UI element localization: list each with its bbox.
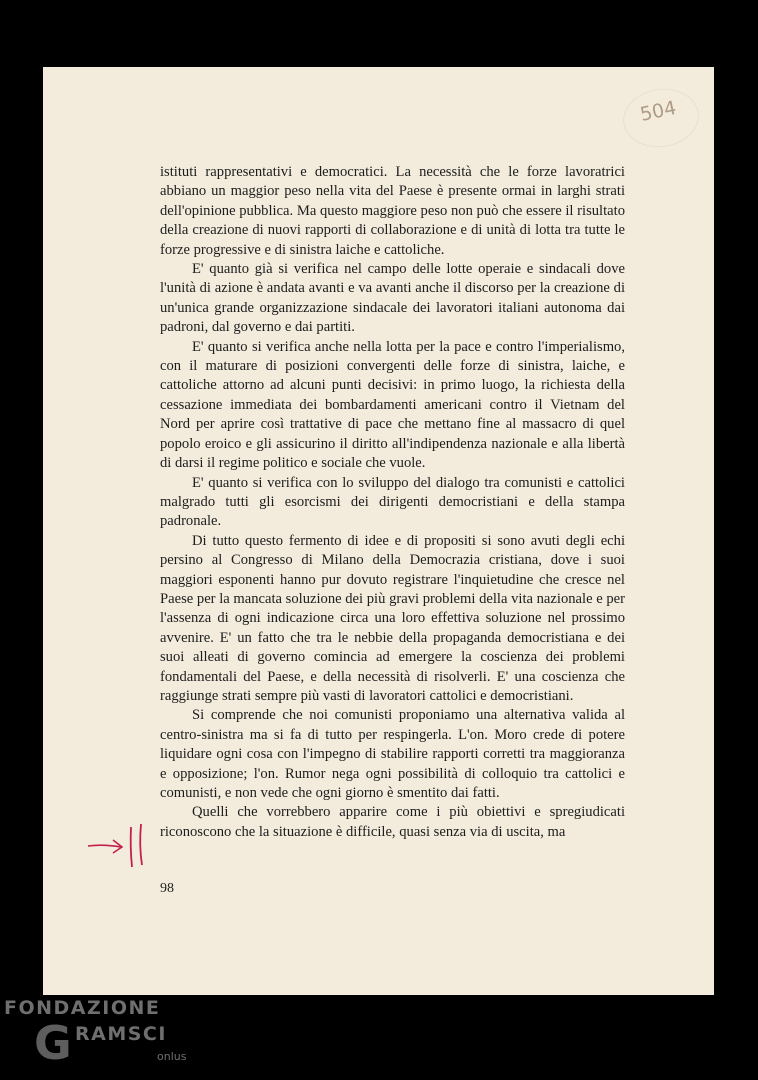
margin-arrow-mark [83,812,153,872]
logo-line-2: RAMSCI [75,1023,167,1045]
page-number: 98 [160,881,174,896]
archive-number: 504 [638,96,679,126]
paragraph-7: Quelli che vorrebbero apparire come i più obiettivi e spregiudicati riconoscono che la situazione è difficile, quasi senza via di uscita, ma [160,804,625,840]
document-page [43,67,714,995]
paragraph-4: E' quanto si verifica con lo sviluppo del dialogo tra comunisti e cattolici malgrado tutti gli esorcismi dei dirigenti democristiani e della stampa padronale. [160,474,625,530]
paragraph-5: Di tutto questo fermento di idee e di propositi si sono avuti degli echi persino al Congresso di Milano della Democrazia cristiana, dove i suoi maggiori esponenti hanno pur dovuto registrare l'inquietudine che cresce nel Paese per la mancata soluzione dei più gravi problemi della vita nazionale e per l'assenza di ogni indicazione circa una loro effettiva soluzione nel prossimo avvenire. E' un fatto che tra le nebbie della propaganda democristiana e dei suoi alleati di governo comincia ad emergere la coscienza dei problemi fondamentali del Paese, e della necessità di risolverli. E' una coscienza che raggiunge strati sempre più vasti di lavoratori cattolici e democristiani. [160,532,625,704]
fondazione-gramsci-logo [4,994,204,1076]
logo-line-3: onlus [157,1050,187,1063]
paragraph-3: E' quanto si verifica anche nella lotta per la pace e contro l'imperialismo, con il maturare di posizioni convergenti delle forze di sinistra, laiche, e cattoliche attorno ad alcuni punti decisivi: in primo luogo, la richiesta della cessazione immediata dei bombardamenti americani contro il Vietnam del Nord per aprire così trattative di pace che mettano fine al massacro di quel popolo eroico e gli assicurino il diritto all'indipendenza nazionale e alla libertà di darsi il regime politico e sociale che vuole. [160,338,625,472]
logo-letter-g: G [34,1016,72,1070]
body-text [160,163,625,842]
paragraph-6: Si comprende che noi comunisti proponiamo una alternativa valida al centro-sinistra ma si fa di tutto per respingerla. L'on. Moro crede di potere liquidare ogni cosa con l'impegno di stabilire rapporti corretti tra maggioranza e opposizione; l'on. Rumor nega ogni possibilità di colloquio tra cattolici e comunisti, e non vede che ogni giorno è smentito dai fatti. [160,707,625,801]
archive-number-stamp [619,84,702,152]
logo-line-1: FONDAZIONE [4,997,161,1019]
paragraph-2: E' quanto già si verifica nel campo delle lotte operaie e sindacali dove l'unità di azione è andata avanti e va avanti anche il discorso per la creazione di un'unica grande organizzazione sindacale dei lavoratori italiani autonoma dai padroni, dal governo e dai partiti. [160,261,625,336]
paragraph-1: istituti rappresentativi e democratici. La necessità che le forze lavoratrici abbiano un maggior peso nella vita del Paese è presente ormai in larghi strati dell'opinione pubblica. Ma questo maggiore peso non può che essere il risultato della creazione di nuovi rapporti di collaborazione e di unità di lotta tra tutte le forze progressive e di sinistra laiche e cattoliche. [160,164,625,258]
